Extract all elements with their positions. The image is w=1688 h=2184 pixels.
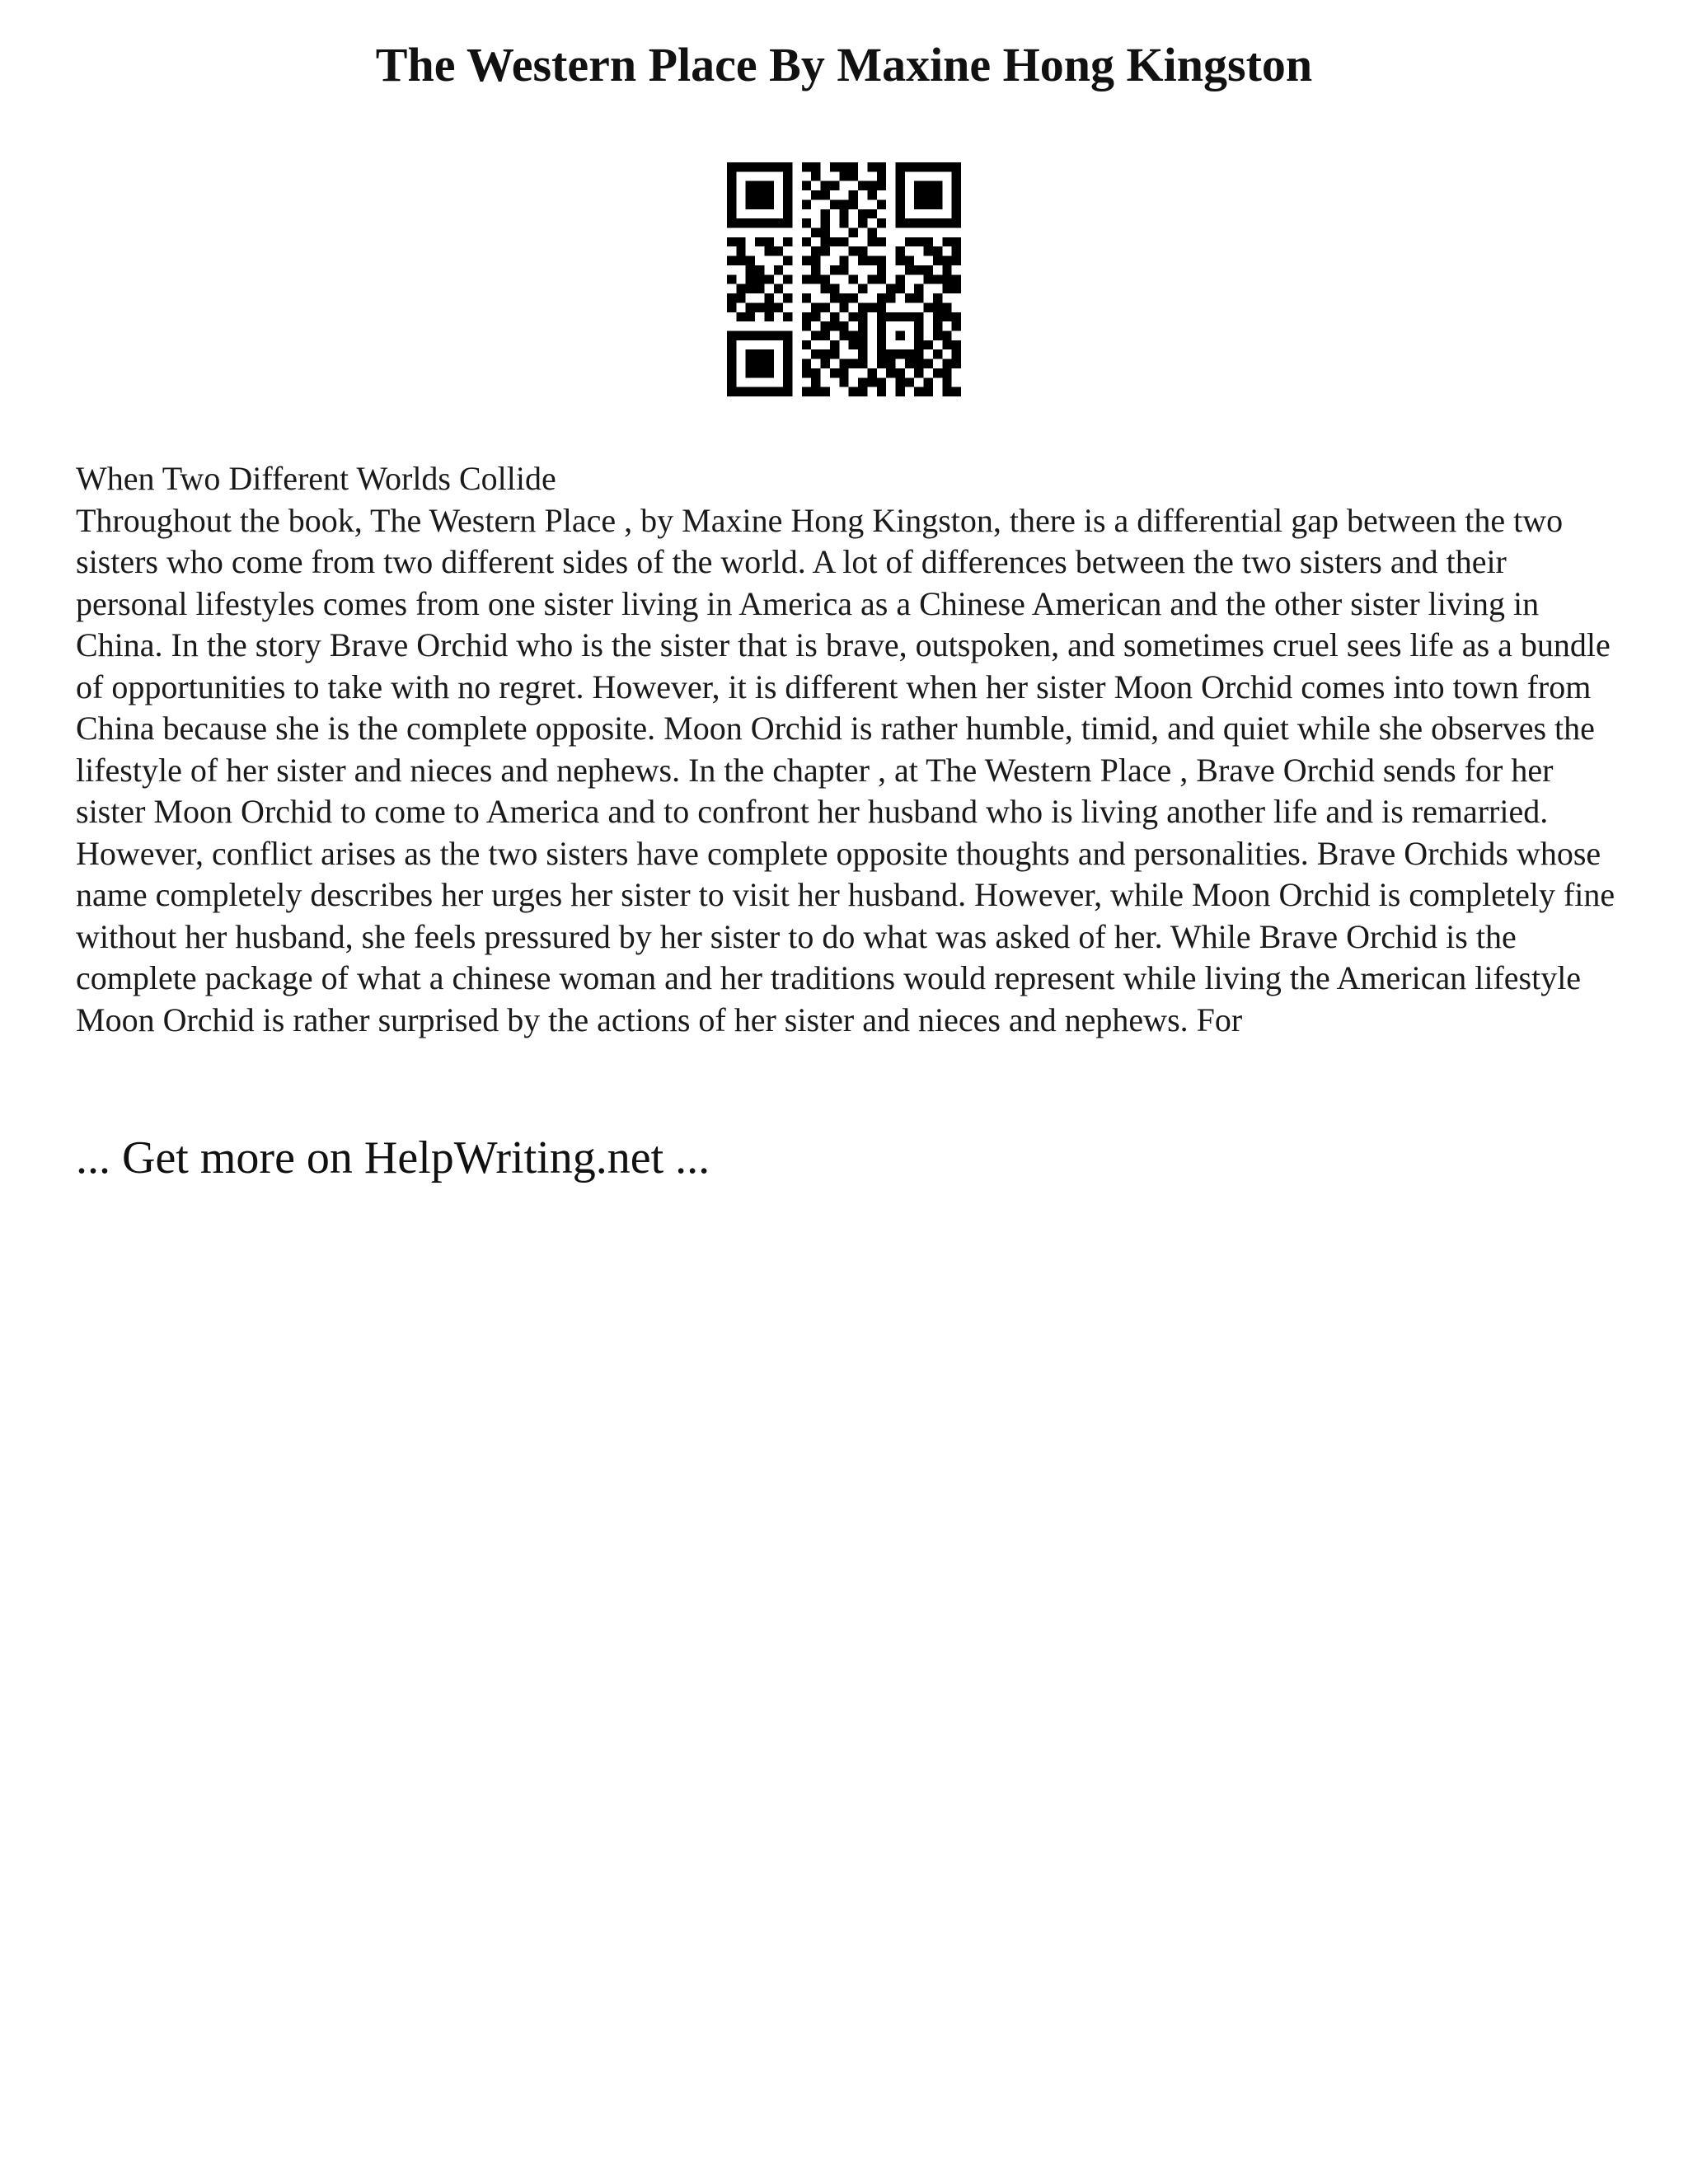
article-subheading: When Two Different Worlds Collide — [76, 460, 556, 497]
article-body: Throughout the book, The Western Place , by Maxine Hong Kingston, there is a differential gap between the two sisters who come from two different sides of the world. A lot of differences between the two sisters and their personal lifestyles comes from one sister living in America as a Chinese American and the other sister living in China. In the story Brave Orchid who is the sister that is brave, outspoken, and sometimes cruel sees life as a bundle of opportunities to take with no regret. However, it is different when her sister Moon Orchid comes into town from China because she is the complete opposite. Moon Orchid is rather humble, timid, and quiet while she observes the lifestyle of her sister and nieces and nephews. In the chapter , at The Western Place , Brave Orchid sends for her sister Moon Orchid to come to America and to confront her husband who is living another life and is remarried. However, conflict arises as the two sisters have complete opposite thoughts and personalities. Brave Orchids whose name completely describes her urges her sister to visit her husband. However, while Moon Orchid is completely fine without her husband, she feels pressured by her sister to do what was asked of her. While Brave Orchid is the complete package of what a chinese woman and her traditions would represent while living the American lifestyle Moon Orchid is rather surprised by the actions of her sister and nieces and nephews. For — [76, 501, 1615, 1038]
get-more-link[interactable]: ... Get more on HelpWriting.net ... — [76, 1132, 710, 1183]
article-content — [76, 458, 1625, 1041]
qr-code-icon — [727, 162, 961, 396]
document-title: The Western Place By Maxine Hong Kingston — [375, 38, 1313, 91]
